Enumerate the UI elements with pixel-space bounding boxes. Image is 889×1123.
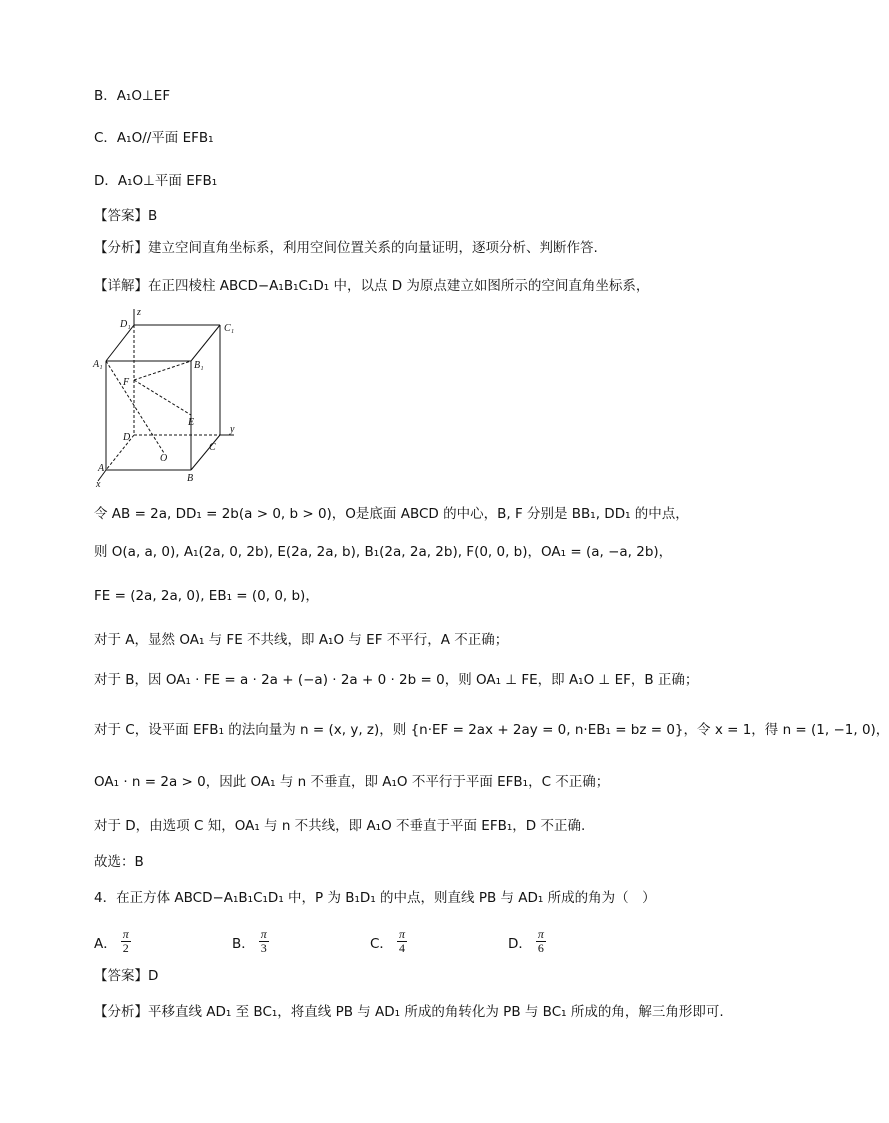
analysis-line: 【分析】建立空间直角坐标系，利用空间位置关系的向量证明，逐项分析、判断作答.: [94, 240, 598, 256]
body-line-7: OA₁ · n = 2a > 0，因此 OA₁ 与 n 不垂直，即 A₁O 不平行于平面 EFB₁，C 不正确；: [94, 774, 610, 790]
answer-line: 【答案】B: [94, 208, 158, 224]
label-a: A: [98, 463, 105, 474]
label-d: D: [123, 432, 131, 443]
q4-option-b: B． $\frac{\pi}{3}$: [232, 927, 267, 955]
label-z: z: [137, 307, 141, 318]
option-b: B．A₁O⊥EF: [94, 88, 171, 104]
option-c: C．A₁O//平面 EFB₁: [94, 130, 214, 146]
q4-option-a: A． $\frac{\pi}{2}$: [94, 927, 129, 955]
label-y: y: [230, 424, 235, 435]
prism-figure: [92, 305, 242, 490]
q4-option-d: D． $\frac{\pi}{6}$: [508, 927, 544, 955]
body-line-3: FE = (2a, 2a, 0), EB₁ = (0, 0, b)，: [94, 588, 319, 604]
label-c: C: [209, 442, 216, 453]
label-b: B: [187, 473, 194, 484]
option-d: D．A₁O⊥平面 EFB₁: [94, 173, 218, 189]
label-o: O: [160, 453, 168, 464]
question-4: 4．在正方体 ABCD−A₁B₁C₁D₁ 中，P 为 B₁D₁ 的中点，则直线 PB 与 AD₁ 所成的角为（ ）: [94, 890, 656, 906]
label-f: F: [123, 377, 130, 388]
analysis2-line: 【分析】平移直线 AD₁ 至 BC₁，将直线 PB 与 AD₁ 所成的角转化为 PB 与 BC₁ 所成的角，解三角形即可.: [94, 1004, 724, 1020]
body-line-1: 令 AB = 2a, DD₁ = 2b(a > 0, b > 0)，O是底面 ABCD 的中心，B, F 分别是 BB₁, DD₁ 的中点，: [94, 506, 689, 522]
label-b1: B₁: [194, 360, 204, 371]
label-c1: C₁: [224, 323, 235, 334]
body-line-6: 对于 C，设平面 EFB₁ 的法向量为 n = (x, y, z)，则 {n·EF = 2ax + 2ay = 0, n·EB₁ = bz = 0}，令 x = 1，得 n = (1, −1, 0)，: [94, 722, 889, 738]
q4-option-c: C． $\frac{\pi}{4}$: [370, 927, 405, 955]
label-a1: A₁: [93, 359, 103, 370]
label-x: x: [96, 479, 101, 490]
body-line-2: 则 O(a, a, 0), A₁(2a, 0, 2b), E(2a, 2a, b), B₁(2a, 2a, 2b), F(0, 0, b)，OA₁ = (a, −a, 2b)，: [94, 544, 673, 560]
body-line-4: 对于 A，显然 OA₁ 与 FE 不共线，即 A₁O 与 EF 不平行，A 不正确；: [94, 632, 509, 648]
detail-line: 【详解】在正四棱柱 ABCD−A₁B₁C₁D₁ 中，以点 D 为原点建立如图所示的空间直角坐标系，: [94, 278, 650, 294]
label-d1: D₁: [120, 319, 131, 330]
body-line-9: 故选：B: [94, 854, 144, 870]
label-e: E: [188, 417, 195, 428]
body-line-5: 对于 B，因 OA₁ · FE = a · 2a + (−a) · 2a + 0 · 2b = 0，则 OA₁ ⊥ FE，即 A₁O ⊥ EF，B 正确；: [94, 672, 699, 688]
body-line-8: 对于 D，由选项 C 知，OA₁ 与 n 不共线，即 A₁O 不垂直于平面 EFB₁，D 不正确.: [94, 818, 586, 834]
answer2-line: 【答案】D: [94, 968, 159, 984]
q4-options: [94, 928, 694, 958]
